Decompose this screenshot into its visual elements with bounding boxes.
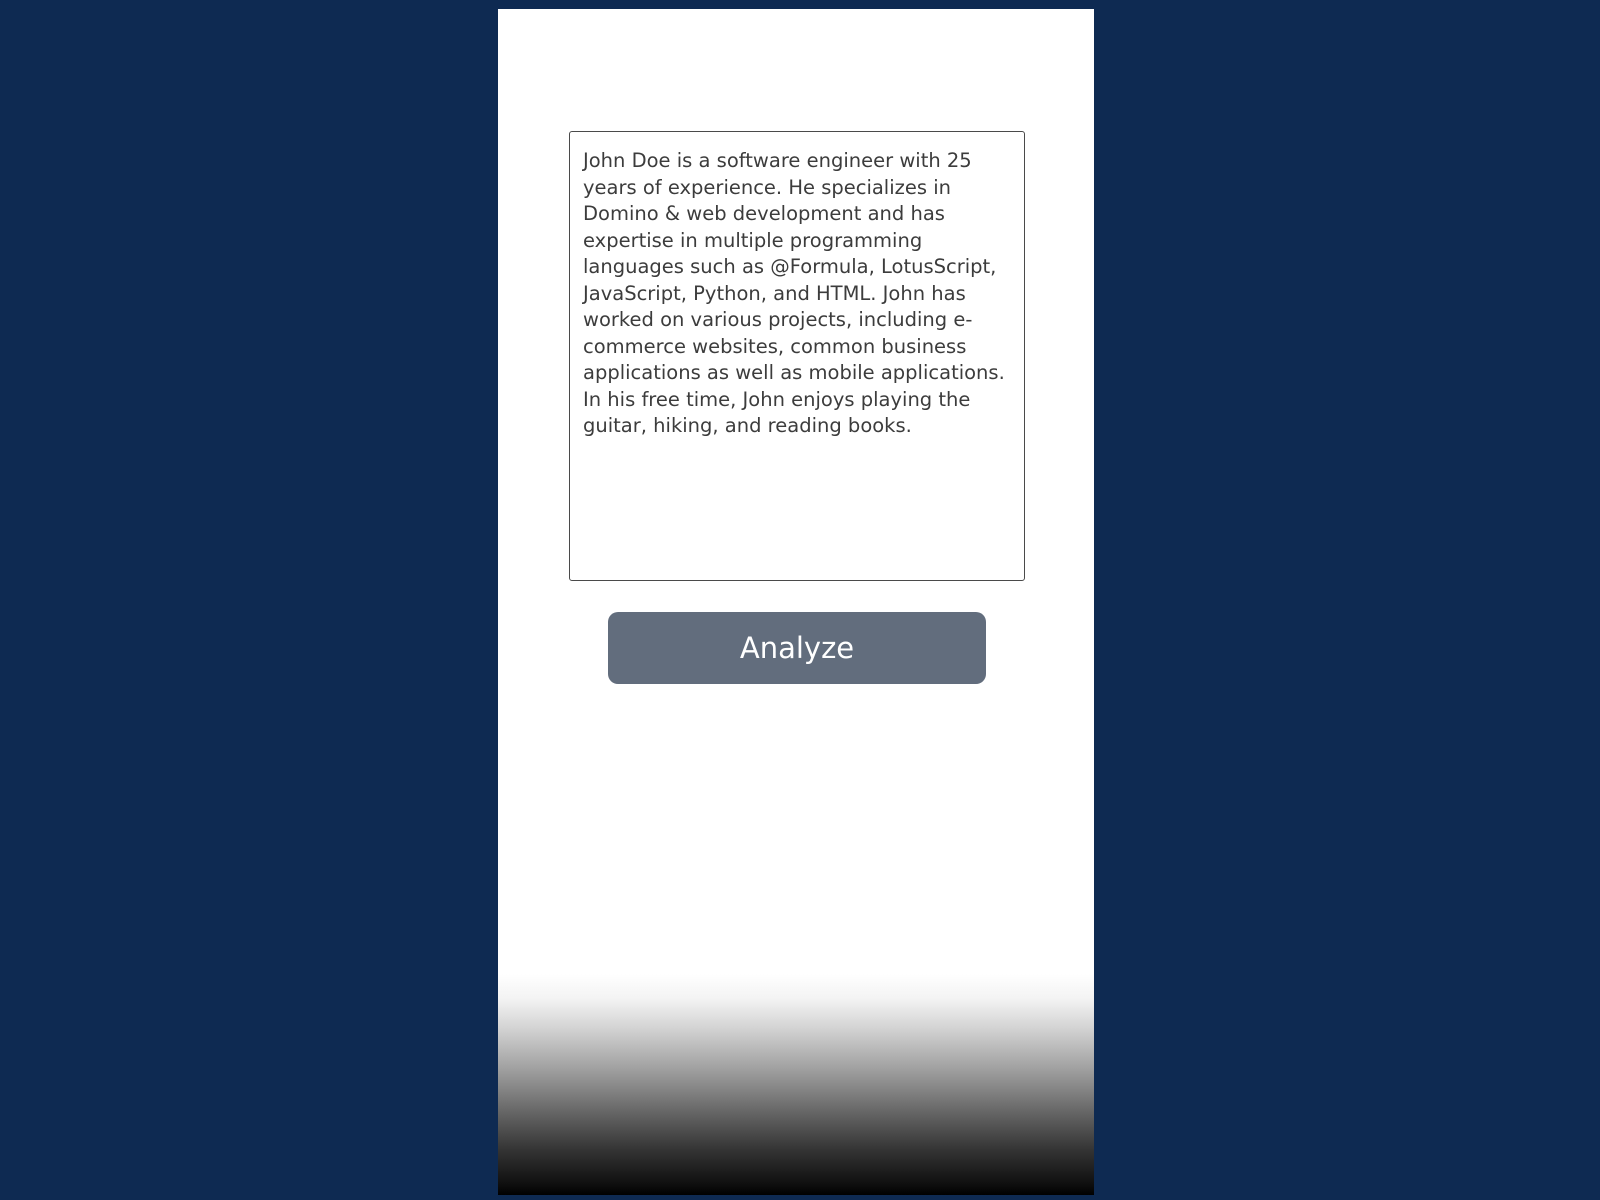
bio-text-input[interactable]	[569, 131, 1025, 581]
app-panel	[498, 9, 1094, 1195]
analyze-button[interactable]: Analyze	[608, 612, 986, 684]
